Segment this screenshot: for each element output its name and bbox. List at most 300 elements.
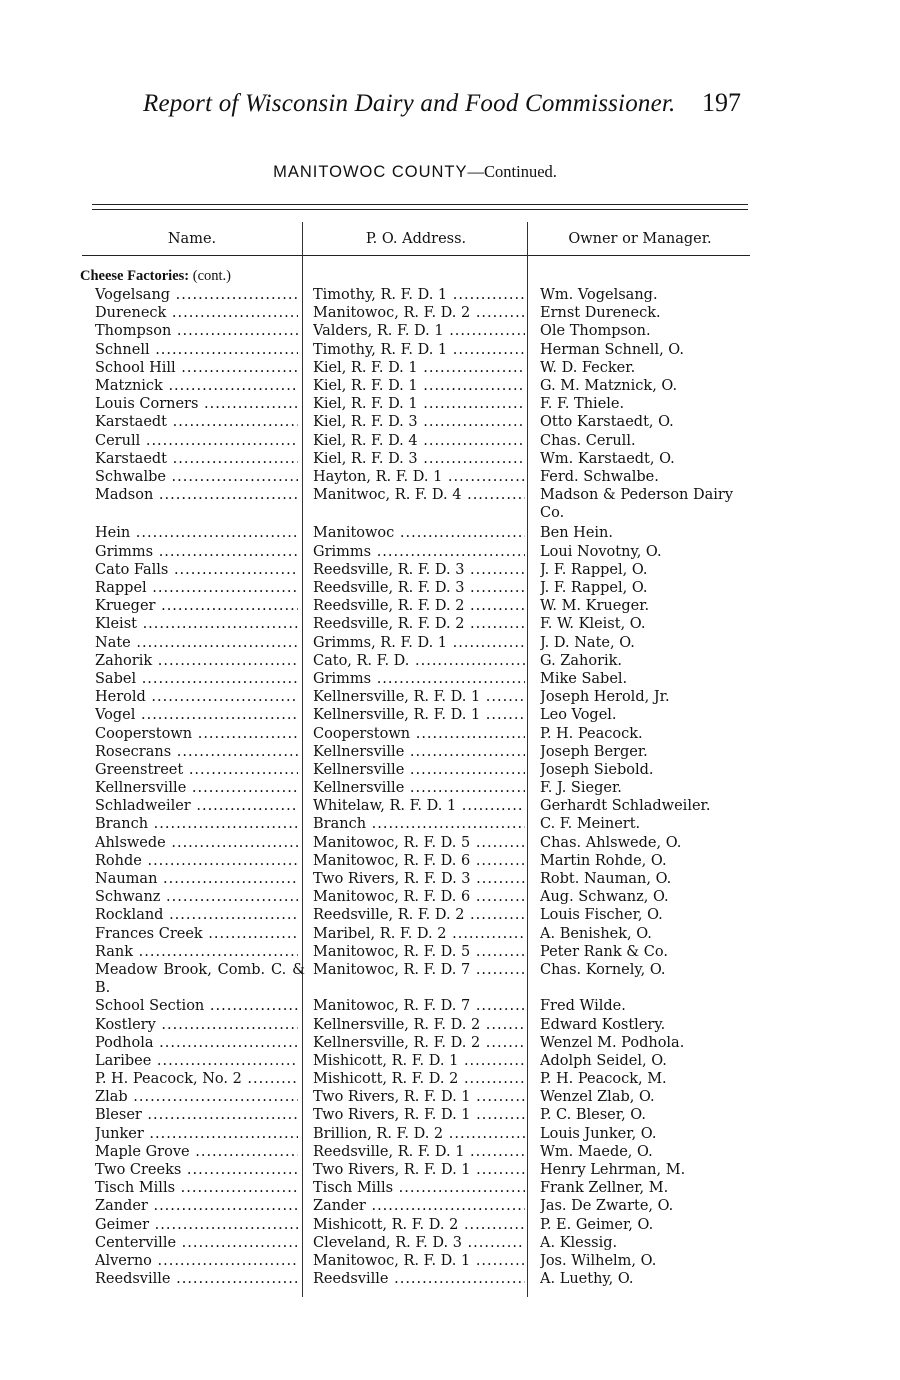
table-row (0, 615, 900, 633)
dot-leader (171, 1271, 299, 1287)
po-address-text: Manitowoc, R. F. D. 7 (313, 998, 471, 1015)
po-address (313, 1234, 525, 1252)
dot-leader (458, 1053, 525, 1069)
dot-leader (480, 1035, 525, 1051)
table-row (0, 943, 900, 961)
factory-name-text: Matznick (95, 377, 163, 394)
po-address-text: Kellnersville, R. F. D. 2 (313, 1034, 481, 1051)
dot-leader (471, 1089, 525, 1105)
factory-name (95, 597, 298, 615)
po-address (313, 377, 525, 395)
factory-name-text: Cerull (95, 432, 141, 449)
po-address-text: Branch (313, 816, 367, 833)
owner-or-manager: Frank Zellner, M. (540, 1180, 669, 1197)
po-address-text: Valders, R. F. D. 1 (313, 323, 444, 340)
factory-name (95, 322, 298, 340)
po-address-text: Reedsville, R. F. D. 1 (313, 1143, 465, 1160)
owner-or-manager: Wenzel Zlab, O. (540, 1089, 655, 1106)
factory-name (95, 450, 298, 468)
dot-leader (166, 469, 298, 485)
po-address (313, 688, 525, 706)
factory-name (95, 761, 298, 779)
table-row (0, 725, 900, 743)
dot-leader (137, 616, 298, 632)
dot-leader (471, 1162, 525, 1178)
factory-name (95, 395, 298, 413)
factory-name (95, 615, 298, 633)
dot-leader (470, 1253, 525, 1269)
owner-or-manager: Henry Lehrman, M. (540, 1162, 686, 1179)
factory-name (95, 815, 298, 833)
dot-leader (447, 342, 525, 358)
po-address-text: Kiel, R. F. D. 1 (313, 396, 418, 413)
factory-name-text: Two Creeks (95, 1162, 182, 1179)
owner-or-manager: Chas. Ahlswede, O. (540, 834, 682, 851)
owner-or-manager: Wm. Karstaedt, O. (540, 450, 675, 467)
po-address-text: Cooperstown (313, 725, 411, 742)
po-address (313, 341, 525, 359)
po-address (313, 615, 525, 633)
owner-or-manager: A. Klessig. (540, 1234, 618, 1251)
dot-leader (418, 378, 525, 394)
table-row (0, 961, 900, 997)
factory-name (95, 1052, 298, 1070)
po-address-text: Mishicott, R. F. D. 2 (313, 1216, 459, 1233)
dot-leader (142, 853, 298, 869)
owner-or-manager: Jos. Wilhelm, O. (540, 1252, 657, 1269)
dot-leader (418, 451, 525, 467)
factory-name (95, 1106, 298, 1124)
factory-name (95, 906, 298, 924)
dot-leader (133, 944, 298, 960)
po-address-text: Manitowoc, R. F. D. 2 (313, 305, 471, 322)
running-title: Report of Wisconsin Dairy and Food Commissioner. (143, 90, 676, 117)
dot-leader (192, 726, 298, 742)
dot-leader (470, 944, 525, 960)
table-row (0, 743, 900, 761)
dot-leader (155, 598, 298, 614)
po-address-text: Manitowoc, R. F. D. 6 (313, 852, 471, 869)
table-row (0, 413, 900, 431)
dot-leader (418, 360, 525, 376)
po-address-text: Kellnersville (313, 761, 405, 778)
factory-name-text: Ahlswede (95, 834, 166, 851)
dot-leader (366, 1198, 525, 1214)
factory-name-text: Schnell (95, 341, 150, 358)
dot-leader (142, 1107, 298, 1123)
table-row (0, 322, 900, 340)
dot-leader (167, 414, 298, 430)
po-address (313, 1252, 525, 1270)
po-address (313, 706, 525, 724)
dot-leader (135, 707, 298, 723)
table-row (0, 286, 900, 304)
owner-or-manager: Louis Junker, O. (540, 1125, 657, 1142)
factory-name-text: Hein (95, 525, 131, 542)
dot-leader (389, 1271, 526, 1287)
table-row (0, 1070, 900, 1088)
factory-name-text: P. H. Peacock, No. 2 (95, 1071, 242, 1088)
dot-leader (462, 1235, 525, 1251)
po-address (313, 524, 525, 542)
factory-name (95, 888, 298, 906)
po-address (313, 1016, 525, 1034)
factory-name (95, 413, 298, 431)
table-row (0, 888, 900, 906)
dot-leader (171, 323, 298, 339)
po-address (313, 1197, 525, 1215)
owner-or-manager: F. J. Sieger. (540, 780, 622, 797)
factory-name (95, 1252, 298, 1270)
po-address (313, 761, 525, 779)
owner-or-manager: Edward Kostlery. (540, 1016, 666, 1033)
dot-leader (171, 744, 298, 760)
factory-name-text: Herold (95, 689, 146, 706)
factory-name-text: Maple Grove (95, 1143, 190, 1160)
po-address (313, 286, 525, 304)
factory-name (95, 961, 305, 997)
dot-leader (471, 1107, 525, 1123)
owner-or-manager: F. W. Kleist, O. (540, 616, 646, 633)
table-row (0, 543, 900, 561)
table-row (0, 597, 900, 615)
po-address-text: Grimms (313, 543, 372, 560)
owner-or-manager: J. D. Nate, O. (540, 634, 635, 651)
header-bottom-rule (82, 255, 750, 256)
owner-or-manager: J. F. Rappel, O. (540, 580, 648, 597)
table-row (0, 450, 900, 468)
dot-leader (175, 1180, 298, 1196)
po-address (313, 579, 525, 597)
factory-name (95, 725, 298, 743)
dot-leader (176, 1235, 298, 1251)
owner-or-manager: Joseph Herold, Jr. (540, 689, 670, 706)
po-address (313, 543, 525, 561)
factory-name-text: Rappel (95, 580, 147, 597)
po-address-text: Manitowoc, R. F. D. 6 (313, 889, 471, 906)
dot-leader (168, 562, 298, 578)
po-address (313, 413, 525, 431)
table-row (0, 524, 900, 542)
dot-leader (447, 926, 526, 942)
dot-leader (176, 360, 298, 376)
po-address-text: Reedsville, R. F. D. 2 (313, 907, 465, 924)
dot-leader (480, 1017, 525, 1033)
dot-leader (136, 671, 298, 687)
factory-name-text: Branch (95, 816, 149, 833)
table-row (0, 706, 900, 724)
po-address-text: Kiel, R. F. D. 3 (313, 414, 418, 431)
dot-leader (464, 907, 525, 923)
page-header (0, 88, 900, 128)
factory-name (95, 468, 298, 486)
factory-name (95, 852, 298, 870)
factory-name-text: Junker (95, 1125, 144, 1142)
table-row (0, 688, 900, 706)
section-heading (80, 268, 231, 285)
owner-or-manager: Ferd. Schwalbe. (540, 468, 659, 485)
dot-leader (404, 780, 525, 796)
po-address (313, 797, 525, 815)
po-address (313, 1179, 525, 1197)
po-address (313, 779, 525, 797)
top-double-rule-lower (92, 209, 748, 210)
dot-leader (147, 580, 298, 596)
po-address (313, 925, 525, 943)
table-row (0, 1161, 900, 1179)
dot-leader (186, 780, 298, 796)
dot-leader (148, 1198, 298, 1214)
po-address (313, 432, 525, 450)
owner-or-manager: Fred Wilde. (540, 998, 626, 1015)
po-address (313, 997, 525, 1015)
owner-or-manager: Jas. De Zwarte, O. (540, 1198, 674, 1215)
dot-leader (393, 1180, 525, 1196)
factory-name-text: Vogelsang (95, 287, 171, 303)
factory-name-text: Rosecrans (95, 743, 172, 760)
dot-leader (144, 1126, 298, 1142)
factory-name-text: Kostlery (95, 1016, 156, 1033)
continued-label: —Continued. (467, 162, 557, 181)
dot-leader (152, 653, 298, 669)
po-address (313, 1143, 525, 1161)
po-address-text: Two Rivers, R. F. D. 3 (313, 871, 471, 888)
table-row (0, 906, 900, 924)
po-address (313, 634, 525, 652)
factory-name-text: Kellnersville (95, 780, 187, 797)
table-row (0, 1016, 900, 1034)
factory-name-text: Zahorik (95, 652, 153, 669)
dot-leader (447, 635, 525, 651)
dot-leader (470, 305, 525, 321)
factory-name (95, 1125, 298, 1143)
dot-leader (198, 396, 298, 412)
po-address-text: Manitowoc, R. F. D. 1 (313, 1252, 471, 1269)
po-address-text: Reedsville, R. F. D. 3 (313, 561, 465, 578)
dot-leader (160, 889, 298, 905)
po-address-text: Kellnersville, R. F. D. 1 (313, 707, 481, 724)
table-row (0, 761, 900, 779)
factory-name (95, 1197, 298, 1215)
po-address-text: Cleveland, R. F. D. 3 (313, 1234, 462, 1251)
po-address (313, 1216, 525, 1234)
factory-name-text: Geimer (95, 1216, 150, 1233)
po-address (313, 725, 525, 743)
factory-name-text: Frances Creek (95, 925, 203, 942)
table-row (0, 1143, 900, 1161)
po-address-text: Kellnersville, R. F. D. 1 (313, 689, 481, 706)
dot-leader (130, 525, 298, 541)
factory-name (95, 797, 298, 815)
dot-leader (470, 889, 525, 905)
factory-name-text: Zlab (95, 1089, 128, 1106)
factory-name-text: Cato Falls (95, 561, 169, 578)
owner-or-manager: W. M. Krueger. (540, 598, 650, 615)
owner-or-manager: Aug. Schwanz, O. (540, 889, 669, 906)
owner-or-manager: Mike Sabel. (540, 670, 628, 687)
page-number: 197 (702, 88, 741, 117)
po-address-text: Two Rivers, R. F. D. 1 (313, 1089, 471, 1106)
factory-name (95, 834, 298, 852)
factory-name (95, 1070, 298, 1088)
owner-or-manager: Otto Karstaedt, O. (540, 414, 674, 431)
po-address (313, 1088, 525, 1106)
po-address (313, 1034, 525, 1052)
factory-name-text: Madson (95, 487, 154, 504)
factory-name-text: Zander (95, 1198, 148, 1215)
dot-leader (146, 689, 298, 705)
dot-leader (464, 562, 525, 578)
po-address-text: Tisch Mills (313, 1180, 394, 1197)
factory-name (95, 634, 298, 652)
factory-name (95, 286, 298, 304)
dot-leader (418, 414, 525, 430)
dot-leader (442, 469, 525, 485)
factory-name-text: Cooperstown (95, 725, 193, 742)
factory-name-text: School Hill (95, 359, 176, 376)
factory-name-text: Thompson (95, 323, 172, 340)
factory-name-text: Grimms (95, 543, 154, 560)
dot-leader (167, 451, 298, 467)
dot-leader (394, 525, 525, 541)
owner-or-manager: Chas. Cerull. (540, 432, 636, 449)
dot-leader (470, 962, 525, 978)
factory-name-text: Rohde (95, 852, 142, 869)
factory-name-text: Greenstreet (95, 761, 184, 778)
county-name: MANITOWOC COUNTY (273, 163, 468, 181)
factory-name-text: Vogel (95, 707, 136, 724)
factory-name-text: Nate (95, 634, 131, 651)
dot-leader (149, 1217, 298, 1233)
po-address (313, 815, 525, 833)
dot-leader (163, 907, 298, 923)
factory-name (95, 359, 298, 377)
owner-or-manager: P. C. Bleser, O. (540, 1107, 646, 1124)
factory-name-text: Karstaedt (95, 414, 168, 431)
factory-name (95, 870, 298, 888)
po-address-text: Zander (313, 1198, 366, 1215)
table-row (0, 1234, 900, 1252)
factory-name (95, 688, 298, 706)
table-row (0, 652, 900, 670)
dot-leader (409, 653, 525, 669)
column-header-owner: Owner or Manager. (568, 231, 712, 247)
column-header-address: P. O. Address. (365, 231, 467, 247)
factory-table-body (0, 286, 900, 1288)
po-address-text: Reedsville (313, 1271, 389, 1288)
po-address-text: Timothy, R. F. D. 1 (313, 341, 448, 358)
factory-name (95, 652, 298, 670)
owner-or-manager: Gerhardt Schladweiler. (540, 798, 711, 815)
owner-or-manager: Joseph Siebold. (540, 761, 654, 778)
dot-leader (150, 342, 298, 358)
factory-name (95, 1179, 298, 1197)
factory-name-text: Bleser (95, 1107, 142, 1124)
dot-leader (371, 671, 525, 687)
po-address-text: Two Rivers, R. F. D. 1 (313, 1162, 471, 1179)
po-address-text: Kellnersville, R. F. D. 2 (313, 1016, 481, 1033)
table-row (0, 561, 900, 579)
factory-name (95, 579, 298, 597)
table-row (0, 634, 900, 652)
dot-leader (242, 1071, 298, 1087)
factory-name-text: Schladweiler (95, 798, 191, 815)
dot-leader (480, 707, 525, 723)
owner-or-manager: Martin Rohde, O. (540, 852, 667, 869)
dot-leader (461, 487, 525, 503)
owner-or-manager: A. Luethy, O. (540, 1271, 634, 1288)
owner-or-manager: G. M. Matznick, O. (540, 377, 678, 394)
factory-name (95, 943, 298, 961)
dot-leader (156, 1017, 298, 1033)
factory-name (95, 1161, 298, 1179)
owner-or-manager: J. F. Rappel, O. (540, 561, 648, 578)
owner-or-manager: Ben Hein. (540, 525, 613, 542)
owner-or-manager: Loui Novotny, O. (540, 543, 662, 560)
po-address (313, 1270, 525, 1288)
po-address-text: Kiel, R. F. D. 1 (313, 377, 418, 394)
factory-name-text: Nauman (95, 871, 158, 888)
factory-name (95, 341, 298, 359)
po-address-text: Two Rivers, R. F. D. 1 (313, 1107, 471, 1124)
po-address-text: Brillion, R. F. D. 2 (313, 1125, 444, 1142)
po-address (313, 888, 525, 906)
po-address-text: Mishicott, R. F. D. 2 (313, 1071, 459, 1088)
owner-or-manager: Wenzel M. Podhola. (540, 1034, 685, 1051)
dot-leader (464, 616, 525, 632)
dot-leader (418, 433, 525, 449)
factory-name-text: Centerville (95, 1234, 177, 1251)
po-address-text: Kellnersville (313, 743, 405, 760)
factory-name (95, 925, 298, 943)
factory-name (95, 1216, 298, 1234)
dot-leader (470, 835, 525, 851)
factory-name-text: Schwanz (95, 889, 161, 906)
owner-or-manager: Robt. Nauman, O. (540, 871, 672, 888)
factory-name (95, 543, 298, 561)
dot-leader (157, 871, 298, 887)
column-header-name: Name. (167, 231, 217, 247)
factory-name-text: Podhola (95, 1034, 154, 1051)
dot-leader (470, 998, 525, 1014)
factory-name (95, 561, 298, 579)
dot-leader (404, 762, 525, 778)
owner-or-manager: Peter Rank & Co. (540, 943, 668, 960)
factory-name-text: Dureneck (95, 305, 167, 322)
po-address-text: Maribel, R. F. D. 2 (313, 925, 447, 942)
po-address (313, 468, 525, 486)
factory-name-text: Rockland (95, 907, 164, 924)
table-row (0, 870, 900, 888)
po-address (313, 322, 525, 340)
table-row (0, 1088, 900, 1106)
po-address-text: Hayton, R. F. D. 1 (313, 468, 443, 485)
po-address-text: Reedsville, R. F. D. 2 (313, 616, 465, 633)
po-address-text: Manitowoc, R. F. D. 5 (313, 834, 471, 851)
owner-or-manager: Adolph Seidel, O. (540, 1052, 667, 1069)
po-address (313, 395, 525, 413)
factory-name-text: Sabel (95, 670, 137, 687)
factory-name-text: School Section (95, 998, 205, 1015)
factory-name (95, 743, 298, 761)
table-row (0, 997, 900, 1015)
dot-leader (190, 1144, 298, 1160)
dot-leader (444, 323, 525, 339)
dot-leader (471, 871, 525, 887)
dot-leader (447, 287, 525, 303)
po-address-text: Kiel, R. F. D. 1 (313, 359, 418, 376)
po-address-text: Kiel, R. F. D. 3 (313, 450, 418, 467)
